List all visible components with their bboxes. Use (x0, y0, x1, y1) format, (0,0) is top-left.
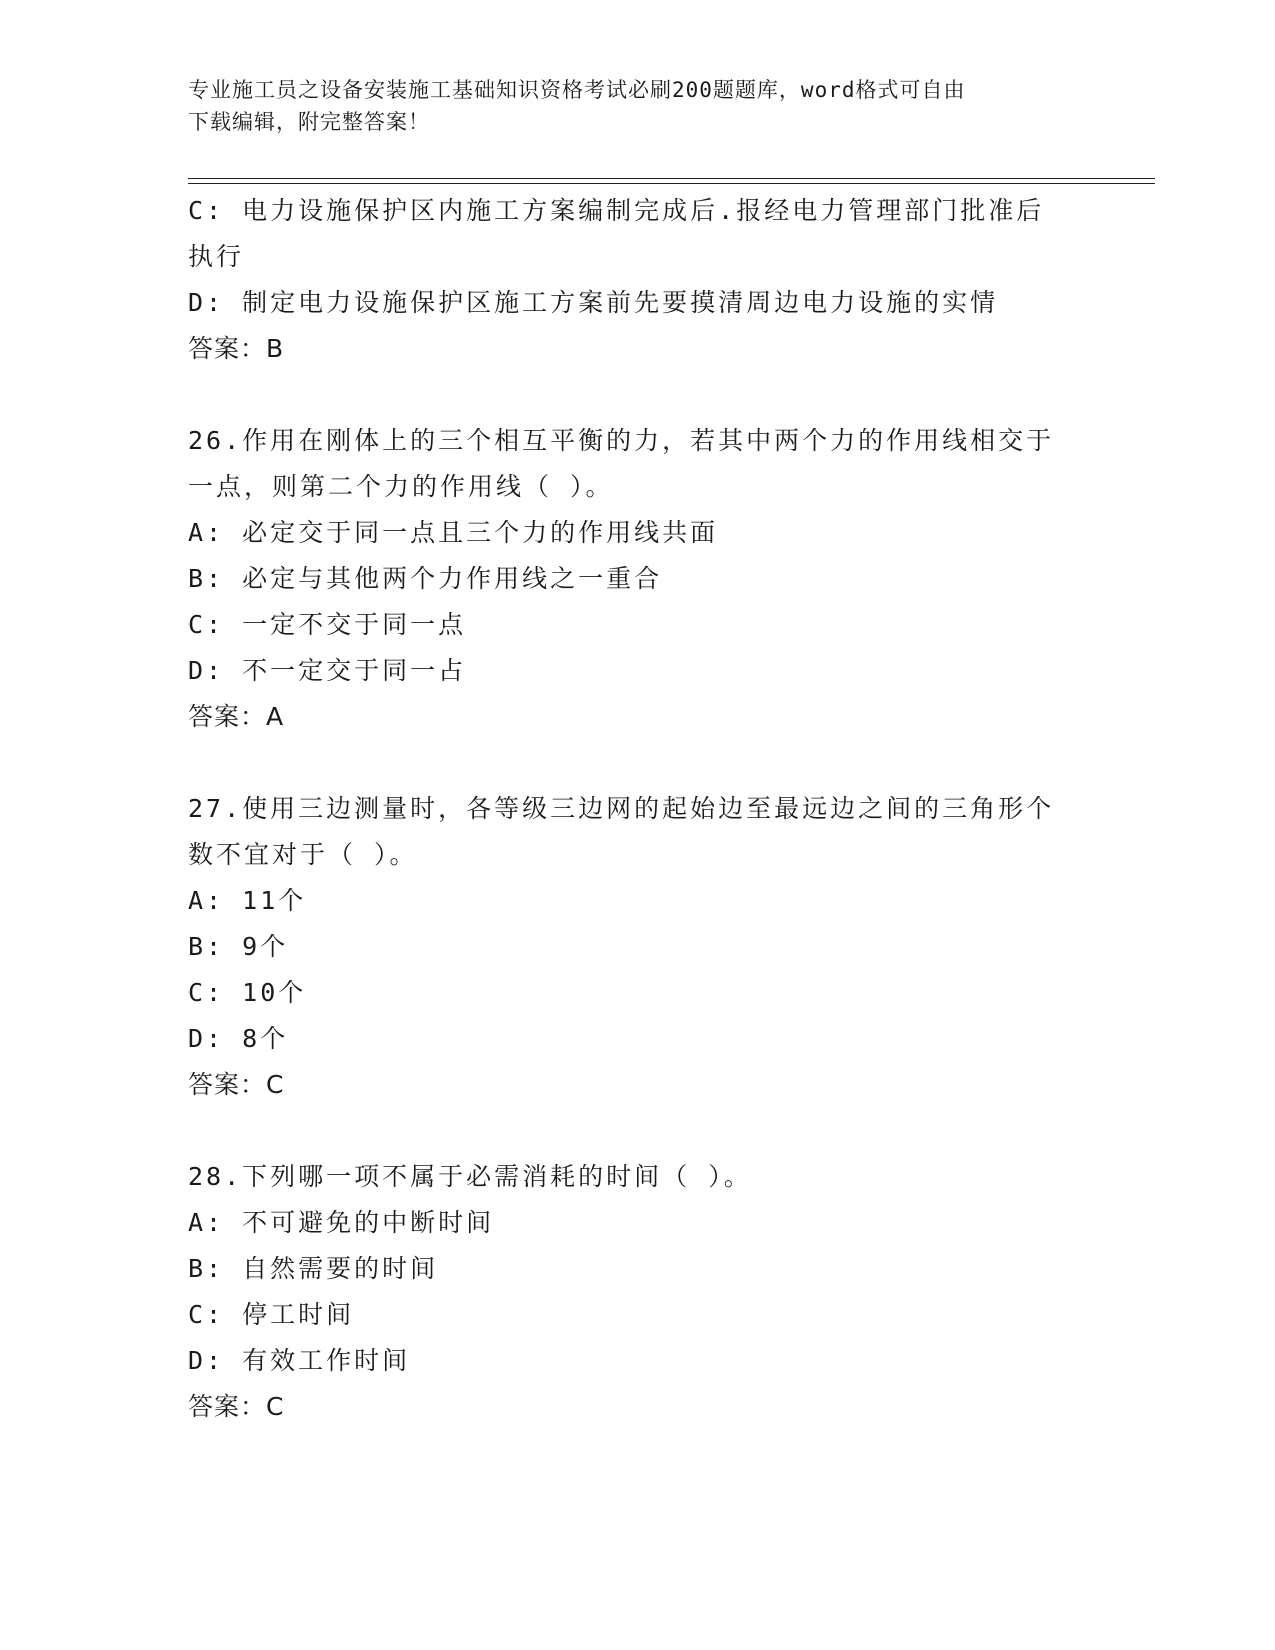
question-26 (188, 418, 1088, 740)
question-27 (188, 786, 1088, 1108)
question-stem: 28.下列哪一项不属于必需消耗的时间（ ）。 (188, 1162, 752, 1191)
header-title-line-1: 专业施工员之设备安装施工基础知识资格考试必刷200题题库，word格式可自由 (188, 78, 966, 102)
answer-line: 答案：A (188, 702, 285, 731)
page-header (188, 74, 1088, 138)
question-25-continued (188, 188, 1088, 372)
question-stem-continued: 数不宜对于（ ）。 (188, 840, 418, 869)
spacer (188, 740, 1088, 786)
option-c-continued: 执行 (188, 242, 245, 271)
option-b: B: 必定与其他两个力作用线之一重合 (188, 564, 663, 593)
question-stem-continued: 一点，则第二个力的作用线（ ）。 (188, 472, 614, 501)
answer-line: 答案：B (188, 334, 285, 363)
option-a: A: 不可避免的中断时间 (188, 1208, 495, 1237)
spacer (188, 1108, 1088, 1154)
option-c: C: 电力设施保护区内施工方案编制完成后.报经电力管理部门批准后 (188, 196, 1045, 225)
spacer (188, 372, 1088, 418)
option-d: D: 不一定交于同一占 (188, 656, 467, 685)
header-title-line-2: 下载编辑，附完整答案！ (188, 110, 430, 134)
question-content (188, 188, 1088, 1430)
option-d: D: 8个 (188, 1024, 289, 1053)
option-c: C: 停工时间 (188, 1300, 355, 1329)
answer-line: 答案：C (188, 1392, 285, 1421)
header-divider (188, 178, 1155, 184)
question-28 (188, 1154, 1088, 1430)
option-c: C: 10个 (188, 978, 307, 1007)
question-stem: 27.使用三边测量时，各等级三边网的起始边至最远边之间的三角形个 (188, 794, 1055, 823)
option-d: D: 有效工作时间 (188, 1346, 411, 1375)
option-a: A: 必定交于同一点且三个力的作用线共面 (188, 518, 719, 547)
option-d: D: 制定电力设施保护区施工方案前先要摸清周边电力设施的实情 (188, 288, 999, 317)
option-c: C: 一定不交于同一点 (188, 610, 467, 639)
option-a: A: 11个 (188, 886, 307, 915)
answer-line: 答案：C (188, 1070, 285, 1099)
option-b: B: 自然需要的时间 (188, 1254, 439, 1283)
option-b: B: 9个 (188, 932, 289, 961)
question-stem: 26.作用在刚体上的三个相互平衡的力，若其中两个力的作用线相交于 (188, 426, 1055, 455)
